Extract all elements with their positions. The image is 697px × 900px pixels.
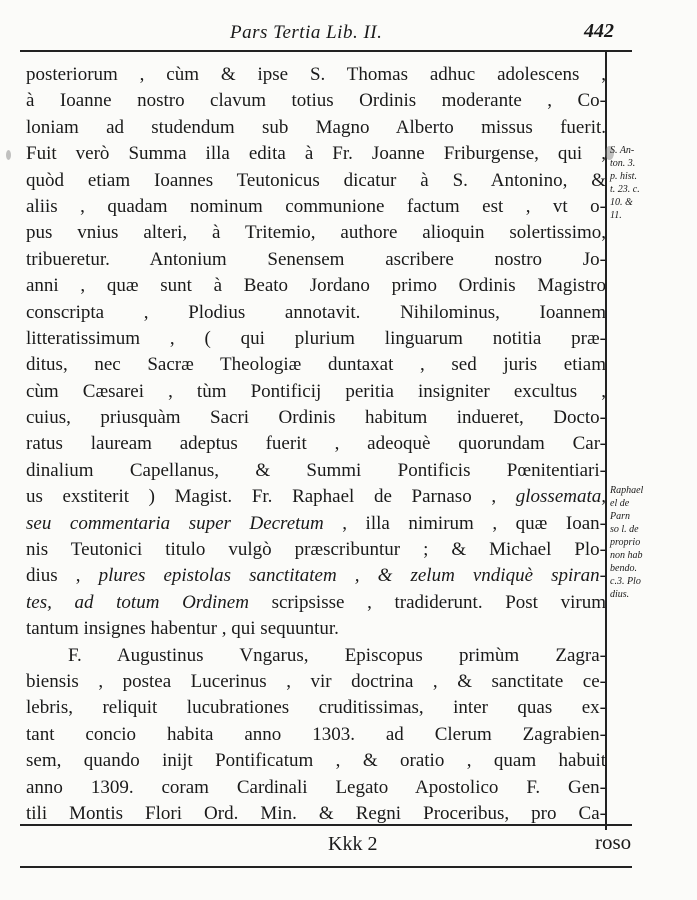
text-run: anno 1309. coram Cardinali Legato Apostolico F. Gen- [26, 776, 606, 798]
text-run: ratus lauream adeptus fuerit , adeoquè quorundam Car- [26, 433, 606, 455]
text-line [26, 722, 606, 748]
text-run: cùm Cæsarei , tùm Pontificij peritia insigniter excultus , [26, 380, 606, 402]
margin-note-line: t. 23. c. [610, 184, 640, 195]
text-line [26, 643, 606, 669]
text-line [26, 168, 606, 194]
text-run: nis Teutonici titulo vulgò præscribuntur ; & Michael Plo- [26, 539, 606, 561]
text-run: aliis , quadam nominum communione factum est , vt o- [26, 195, 606, 217]
signature-mark: Kkk 2 [328, 833, 378, 855]
text-run: pus vnius alteri, à Tritemio, authore alioquin solertissimo, [26, 222, 606, 244]
margin-note-line: 10. & [610, 197, 633, 208]
margin-note-line: bendo. [610, 563, 637, 574]
text-line [26, 563, 606, 589]
text-line [26, 194, 606, 220]
text-line [26, 300, 606, 326]
text-run: tili Montis Flori Ord. Min. & Regni Proceribus, pro Ca- [26, 802, 606, 824]
text-run: Fuit verò Summa illa edita à Fr. Joanne Friburgense, qui , [26, 143, 606, 165]
margin-note-line: proprio [610, 537, 641, 548]
body-text [26, 62, 606, 827]
margin-note-line: c.3. Plo [610, 576, 641, 587]
text-run: conscripta , Plodius annotavit. Nihilominus, Ioannem [26, 301, 606, 323]
text-line [26, 616, 606, 642]
text-line [26, 801, 606, 827]
page-number: 442 [584, 20, 614, 42]
text-run: dinalium Capellanus, & Summi Pontificis Pœnitentiari- [26, 459, 606, 481]
text-line [26, 326, 606, 352]
margin-note-line: el de [610, 498, 630, 509]
text-line [26, 695, 606, 721]
text-run: quòd etiam Ioannes Teutonicus dicatur à S. Antonino, & [26, 169, 606, 191]
margin-note-antoninus [610, 144, 680, 222]
text-run: cuius, priusquàm Sacri Ordinis habitum indueret, Docto- [26, 407, 606, 429]
margin-note-line: Parn [610, 511, 630, 522]
text-run: dius , [26, 565, 99, 587]
text-run: tantum insignes habentur , qui sequuntur. [26, 618, 339, 640]
running-head: Pars Tertia Lib. II. [230, 22, 383, 43]
text-line [26, 220, 606, 246]
text-line [26, 590, 606, 616]
text-line [26, 484, 606, 510]
text-run: ditus, nec Sacræ Theologiæ duntaxat , sed juris etiam [26, 354, 606, 376]
text-line [26, 141, 606, 167]
text-run: sem, quando inijt Pontificatum , & oratio , quam habuit [26, 750, 606, 772]
text-run: F. Augustinus Vngarus, Episcopus primùm Zagra- [68, 644, 606, 666]
catchword: roso [595, 830, 632, 854]
text-line [26, 62, 606, 88]
text-run: biensis , postea Lucerinus , vir doctrina , & sanctitate ce- [26, 670, 606, 692]
text-run: , illa nimirum , quæ Ioan- [323, 512, 606, 534]
italic-run: seu commentaria super Decretum [26, 512, 324, 534]
text-run: us exstiterit ) Magist. Fr. Raphael de Parnaso , [26, 486, 516, 508]
text-line [26, 247, 606, 273]
italic-run: tes, ad totum Ordinem [26, 591, 249, 613]
text-line [26, 537, 606, 563]
margin-note-line: 11. [610, 210, 622, 221]
italic-run: glossemata, [515, 486, 606, 508]
ink-blot [6, 150, 11, 160]
text-run: scripsisse , tradiderunt. Post virum [248, 591, 606, 613]
text-line [26, 115, 606, 141]
bottom-rule [20, 866, 632, 868]
text-run: posteriorum , cùm & ipse S. Thomas adhuc adolescens , [26, 64, 606, 85]
text-run: litteratissimum , ( qui plurium linguarum notitia præ- [26, 327, 606, 349]
margin-note-raphael [610, 484, 680, 601]
text-line [26, 458, 606, 484]
text-line [26, 273, 606, 299]
text-line [26, 748, 606, 774]
text-run: loniam ad studendum sub Magno Alberto missus fuerit. [26, 116, 606, 138]
text-line [26, 511, 606, 537]
margin-note-line: dius. [610, 589, 630, 600]
text-line [26, 775, 606, 801]
margin-note-line: non hab [610, 550, 643, 561]
text-line [26, 88, 606, 114]
text-line [26, 669, 606, 695]
text-line [26, 379, 606, 405]
text-run: anni , quæ sunt à Beato Jordano primo Ordinis Magistro [26, 275, 606, 297]
margin-note-line: so l. de [610, 524, 639, 535]
text-run: tant concio habita anno 1303. ad Clerum Zagrabien- [26, 723, 606, 745]
italic-run: plures epistolas sanctitatem , & zelum vndiquè spiran- [98, 565, 606, 587]
margin-note-line: p. hist. [610, 171, 637, 182]
margin-note-line: S. An- [610, 145, 635, 156]
text-run: lebris, reliquit lucubrationes cruditissimas, inter quas ex- [26, 697, 606, 719]
text-line [26, 405, 606, 431]
text-line [26, 431, 606, 457]
text-run: tribueretur. Antonium Senensem ascribere nostro Jo- [26, 248, 606, 270]
header-rule [20, 50, 632, 52]
text-line [26, 352, 606, 378]
margin-note-line: ton. 3. [610, 158, 636, 169]
margin-note-line: Raphael [610, 485, 644, 496]
text-run: à Ioanne nostro clavum totius Ordinis moderante , Co- [26, 90, 606, 112]
